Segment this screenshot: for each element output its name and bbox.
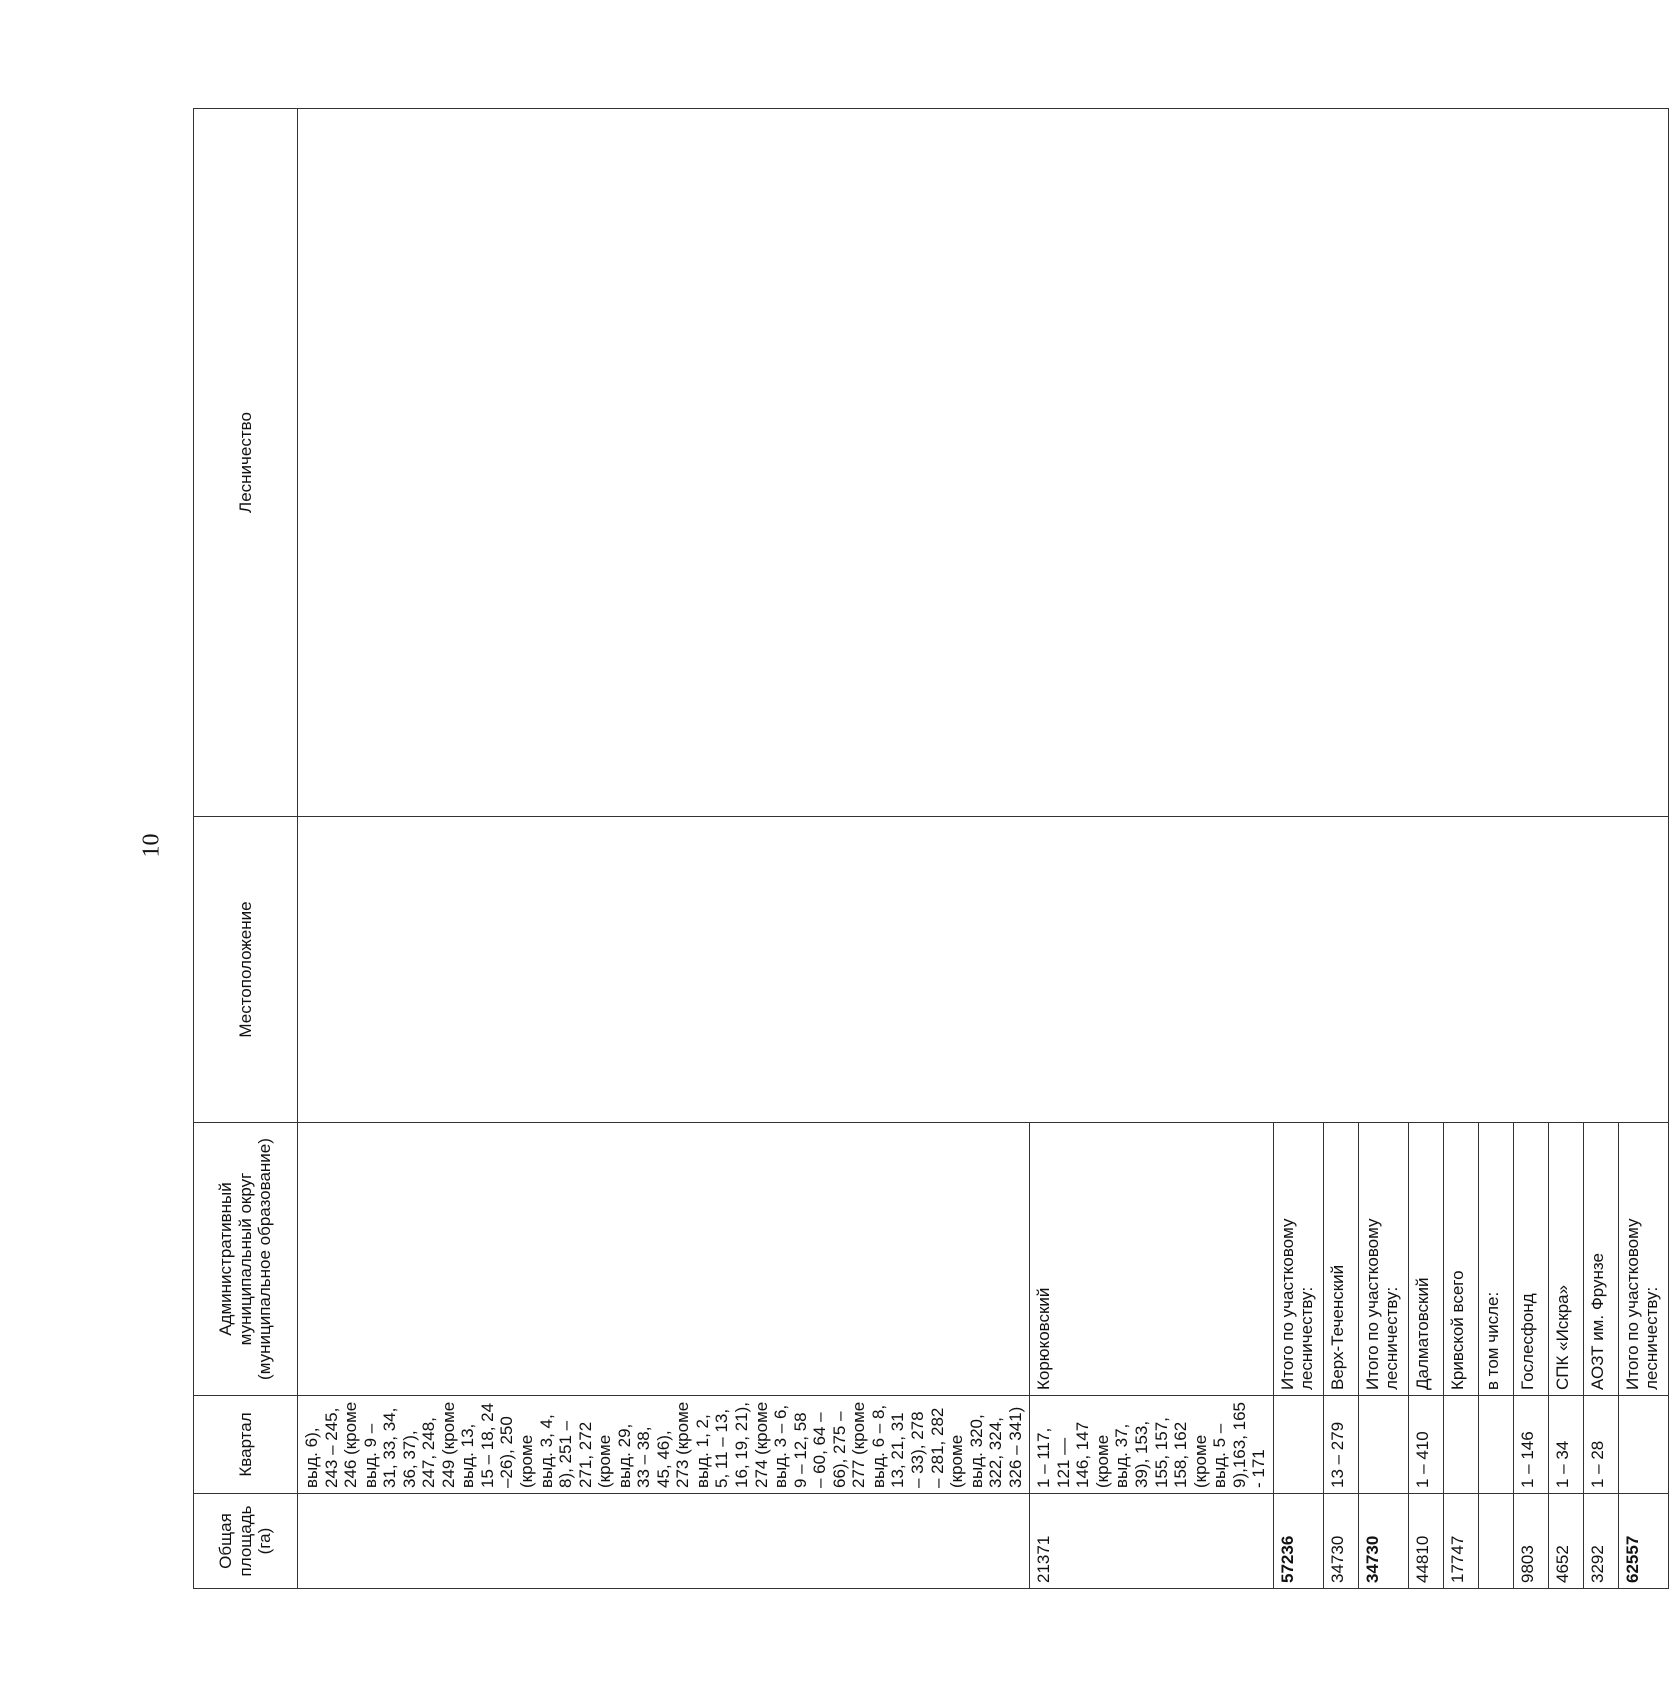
cell-municipality: Гослесфонд — [1513, 1123, 1548, 1396]
cell-area: 3292 — [1583, 1494, 1618, 1589]
cell-quarter: выд. 6), 243 – 245, 246 (кроме выд. 9 – 31, 33, 34, 36, 37), 247, 248, 249 (кроме выд. 13, 15 – 18, 24 –26), 250 (кроме выд. 3, 4, 8), 251 – 271, 272 (кроме выд. 29, 33 – 38, 45, 46), 273 (кроме выд. 1, 2, 5, 11 – 13, 16, 19, 21), 274 (кроме выд. 3 – 6, 9 – 12, 58 – 60, 64 – 66), 275 – 277 (кроме выд. 6 – 8, 13, 21, 31 – 33), 278 – 281, 282 (кроме выд. 320, 322, 324, 326 – 341) — [298, 1396, 1030, 1494]
header-area: Общая площадь (га) — [194, 1494, 298, 1589]
cell-area: 9803 — [1513, 1494, 1548, 1589]
page-number: 10 — [138, 833, 165, 858]
cell-area: 34730 — [1358, 1494, 1408, 1589]
header-forestry: Лесничество — [194, 109, 298, 817]
cell-quarter — [1273, 1396, 1323, 1494]
cell-municipality: СПК «Искра» — [1548, 1123, 1583, 1396]
cell-area: 62557 — [1618, 1494, 1668, 1589]
cell-area: 4652 — [1548, 1494, 1583, 1589]
cell-quarter: 1 – 34 — [1548, 1396, 1583, 1494]
cell-quarter: 1 – 410 — [1408, 1396, 1443, 1494]
document-table-container — [193, 109, 1662, 1589]
header-quarter: Квартал — [194, 1396, 298, 1494]
cell-municipality: Верх-Теченский — [1323, 1123, 1358, 1396]
cell-municipality: Итого по участковому лесничеству: — [1273, 1123, 1323, 1396]
cell-quarter — [1478, 1396, 1513, 1494]
cell-location — [298, 817, 1669, 1123]
cell-quarter — [1618, 1396, 1668, 1494]
cell-area — [298, 1494, 1030, 1589]
table-header-row — [194, 109, 298, 1589]
cell-area: 34730 — [1323, 1494, 1358, 1589]
cell-area: 44810 — [1408, 1494, 1443, 1589]
cell-municipality: Итого по участковому лесничеству: — [1358, 1123, 1408, 1396]
header-municipality: Административный муниципальный округ (муниципальное образование) — [194, 1123, 298, 1396]
cell-municipality — [298, 1123, 1030, 1396]
cell-municipality: Далматовский — [1408, 1123, 1443, 1396]
cell-municipality: АОЗТ им. Фрунзе — [1583, 1123, 1618, 1396]
cell-area: 57236 — [1273, 1494, 1323, 1589]
cell-area: 17747 — [1443, 1494, 1478, 1589]
cell-quarter: 1 – 146 — [1513, 1396, 1548, 1494]
cell-municipality: в том числе: — [1478, 1123, 1513, 1396]
cell-quarter — [1358, 1396, 1408, 1494]
cell-forestry — [298, 109, 1669, 817]
forestry-table — [193, 108, 1669, 1589]
cell-quarter: 1 – 117, 121 — 146, 147 (кроме выд. 37, 39), 153, 155, 157, 158, 162 (кроме выд. 5 – 9),163, 165 - 171 — [1030, 1396, 1274, 1494]
cell-municipality: Итого по участковому лесничеству: — [1618, 1123, 1668, 1396]
cell-quarter — [1443, 1396, 1478, 1494]
cell-municipality: Кривской всего — [1443, 1123, 1478, 1396]
cell-quarter: 13 – 279 — [1323, 1396, 1358, 1494]
header-location: Местоположение — [194, 817, 298, 1123]
cell-quarter: 1 – 28 — [1583, 1396, 1618, 1494]
cell-municipality: Корюковский — [1030, 1123, 1274, 1396]
table-row — [298, 109, 1030, 1589]
cell-area: 21371 — [1030, 1494, 1274, 1589]
cell-area — [1478, 1494, 1513, 1589]
